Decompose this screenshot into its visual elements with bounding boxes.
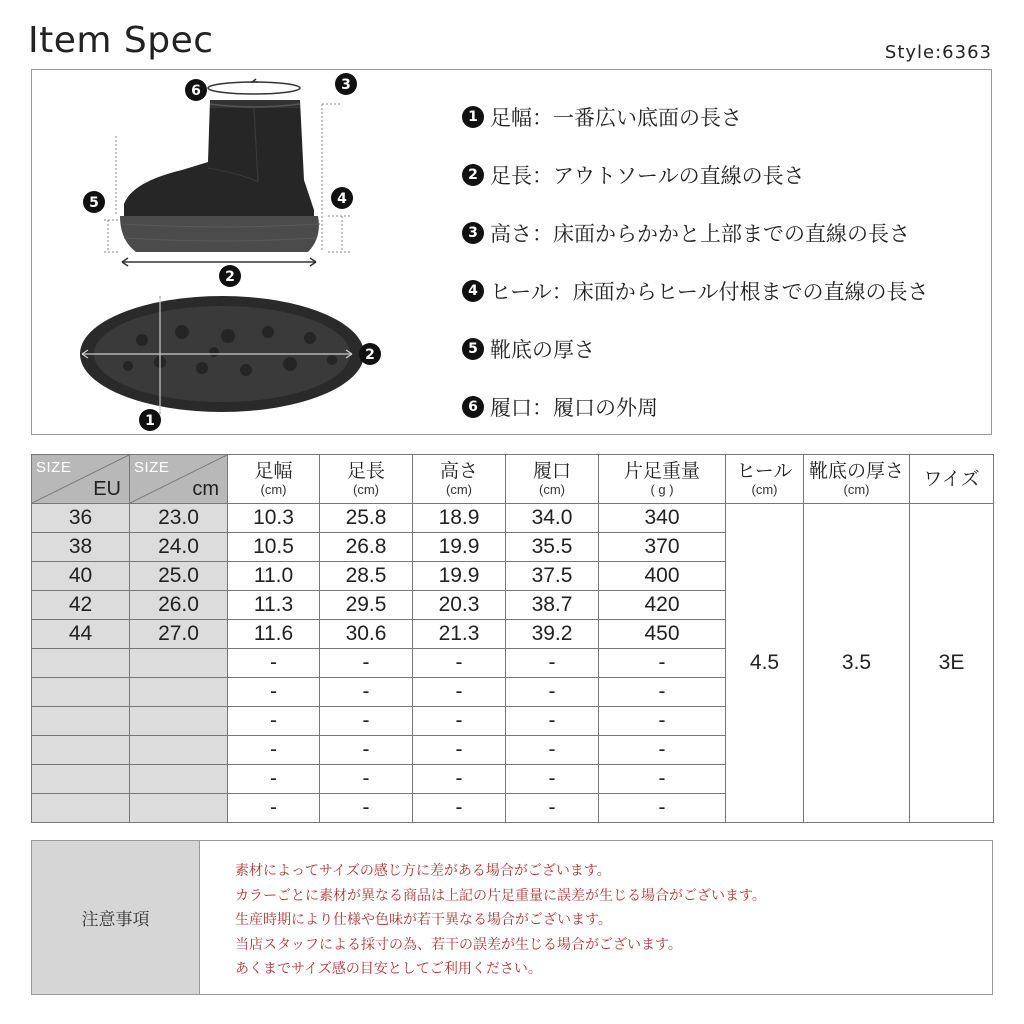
table-cell: 11.6	[228, 620, 320, 649]
table-cell: 340	[599, 504, 726, 533]
table-cell: 26.8	[320, 533, 413, 562]
definition-foot-length: 2 足長：アウトソールの直線の長さ	[462, 146, 1002, 204]
table-cell	[32, 736, 130, 765]
header-opening: 履口 (cm)	[506, 455, 599, 504]
svg-text:6: 6	[191, 83, 201, 99]
definition-foot-width: 1 足幅：一番広い底面の長さ	[462, 88, 1002, 146]
table-cell: 40	[32, 562, 130, 591]
table-cell: -	[413, 707, 506, 736]
note-line: 生産時期により仕様や色味が若干異なる場合がございます。	[235, 912, 612, 928]
table-cell	[130, 765, 228, 794]
table-cell: 400	[599, 562, 726, 591]
number-badge: 4	[462, 280, 484, 302]
header-size-eu: SIZE EU	[32, 455, 130, 504]
size-table	[31, 454, 994, 823]
table-cell	[32, 707, 130, 736]
table-cell: 37.5	[506, 562, 599, 591]
table-cell: -	[320, 707, 413, 736]
table-cell: 44	[32, 620, 130, 649]
table-cell: -	[599, 736, 726, 765]
table-cell: 10.3	[228, 504, 320, 533]
table-cell: -	[599, 707, 726, 736]
table-cell: 38.7	[506, 591, 599, 620]
header-weight: 片足重量 ( g )	[599, 455, 726, 504]
table-cell: 27.0	[130, 620, 228, 649]
svg-text:3: 3	[341, 77, 351, 93]
spec-diagram-box	[31, 69, 992, 435]
merged-heel-cell: 4.5	[726, 504, 804, 823]
callout-1	[139, 409, 161, 431]
table-cell: 450	[599, 620, 726, 649]
table-cell: 34.0	[506, 504, 599, 533]
number-badge: 2	[462, 164, 484, 186]
note-line: 素材によってサイズの感じ方に差がある場合がございます。	[235, 863, 611, 879]
definition-opening: 6 履口：履口の外周	[462, 378, 1002, 436]
table-cell: -	[599, 678, 726, 707]
table-cell	[130, 736, 228, 765]
table-cell: -	[320, 649, 413, 678]
table-cell: 23.0	[130, 504, 228, 533]
table-cell: -	[228, 794, 320, 823]
definition-heel: 4 ヒール：床面からヒール付根までの直線の長さ	[462, 262, 1002, 320]
callout-3	[335, 73, 357, 95]
notes-label: 注意事項	[32, 841, 200, 994]
svg-text:2: 2	[225, 269, 235, 285]
table-cell	[32, 649, 130, 678]
table-cell	[32, 794, 130, 823]
table-cell: 370	[599, 533, 726, 562]
number-badge: 3	[462, 222, 484, 244]
definition-sole-thickness: 5 靴底の厚さ	[462, 320, 1002, 378]
header-sole-thickness: 靴底の厚さ (cm)	[804, 455, 910, 504]
number-badge: 6	[462, 396, 484, 418]
header-heel: ヒール (cm)	[726, 455, 804, 504]
callout-5	[83, 191, 105, 213]
table-cell: -	[599, 765, 726, 794]
table-cell: 19.9	[413, 562, 506, 591]
header-foot-length: 足長 (cm)	[320, 455, 413, 504]
table-cell	[130, 707, 228, 736]
table-cell: -	[506, 765, 599, 794]
number-badge: 5	[462, 338, 484, 360]
table-cell	[32, 678, 130, 707]
table-cell: -	[506, 736, 599, 765]
table-cell: -	[320, 678, 413, 707]
table-cell: 29.5	[320, 591, 413, 620]
table-cell: -	[506, 794, 599, 823]
table-cell: -	[413, 736, 506, 765]
table-cell: 25.0	[130, 562, 228, 591]
table-cell: 35.5	[506, 533, 599, 562]
number-badge: 1	[462, 106, 484, 128]
table-cell: 10.5	[228, 533, 320, 562]
notes-list	[235, 859, 766, 982]
table-cell: -	[228, 678, 320, 707]
table-cell: -	[599, 649, 726, 678]
table-row	[32, 504, 994, 533]
table-cell: 39.2	[506, 620, 599, 649]
table-cell: 18.9	[413, 504, 506, 533]
boot-diagram	[32, 70, 432, 436]
table-cell: -	[413, 765, 506, 794]
header-wise: ワイズ	[910, 455, 994, 504]
table-cell: 26.0	[130, 591, 228, 620]
table-cell: -	[228, 707, 320, 736]
table-cell: 11.0	[228, 562, 320, 591]
table-cell: 28.5	[320, 562, 413, 591]
table-cell: 38	[32, 533, 130, 562]
table-cell: 25.8	[320, 504, 413, 533]
merged-sole-cell: 3.5	[804, 504, 910, 823]
table-cell: 11.3	[228, 591, 320, 620]
table-cell: 20.3	[413, 591, 506, 620]
notes-box	[31, 840, 993, 995]
style-number: Style:6363	[884, 42, 992, 63]
header-foot-width: 足幅 (cm)	[228, 455, 320, 504]
callout-4	[331, 187, 353, 209]
table-cell: 30.6	[320, 620, 413, 649]
callout-2-sole	[359, 343, 381, 365]
table-cell: -	[228, 765, 320, 794]
table-cell	[130, 649, 228, 678]
table-cell: -	[320, 794, 413, 823]
note-line: カラーごとに素材が異なる商品は上記の片足重量に誤差が生じる場合がございます。	[235, 887, 766, 904]
definition-height: 3 高さ：床面からかかと上部までの直線の長さ	[462, 204, 1002, 262]
svg-text:1: 1	[145, 413, 155, 429]
table-cell: -	[506, 649, 599, 678]
svg-text:2: 2	[365, 347, 375, 363]
table-cell: -	[413, 794, 506, 823]
table-cell: 24.0	[130, 533, 228, 562]
header-height: 高さ (cm)	[413, 455, 506, 504]
table-cell: -	[320, 736, 413, 765]
merged-wise-cell: 3E	[910, 504, 994, 823]
definitions-list	[462, 88, 1002, 436]
table-cell: 21.3	[413, 620, 506, 649]
callout-2-side	[219, 265, 241, 287]
table-cell: -	[413, 649, 506, 678]
table-cell: -	[413, 678, 506, 707]
svg-text:5: 5	[89, 195, 99, 211]
table-cell: 42	[32, 591, 130, 620]
table-cell: -	[599, 794, 726, 823]
callout-6	[185, 79, 207, 101]
table-cell: -	[228, 649, 320, 678]
page-title: Item Spec	[28, 20, 214, 61]
table-cell: 19.9	[413, 533, 506, 562]
note-line: 当店スタッフによる採寸の為、若干の誤差が生じる場合がございます。	[235, 936, 682, 953]
svg-text:4: 4	[337, 191, 347, 207]
table-cell	[32, 765, 130, 794]
table-cell: -	[506, 707, 599, 736]
boot-side-view-image	[120, 100, 320, 252]
note-line: あくまでサイズ感の目安としてご利用ください。	[235, 961, 542, 977]
table-cell: -	[228, 736, 320, 765]
table-cell: 36	[32, 504, 130, 533]
table-cell	[130, 794, 228, 823]
table-cell: 420	[599, 591, 726, 620]
header-size-cm: SIZE cm	[130, 455, 228, 504]
table-header-row	[32, 455, 994, 504]
table-cell	[130, 678, 228, 707]
table-cell: -	[320, 765, 413, 794]
table-cell: -	[506, 678, 599, 707]
